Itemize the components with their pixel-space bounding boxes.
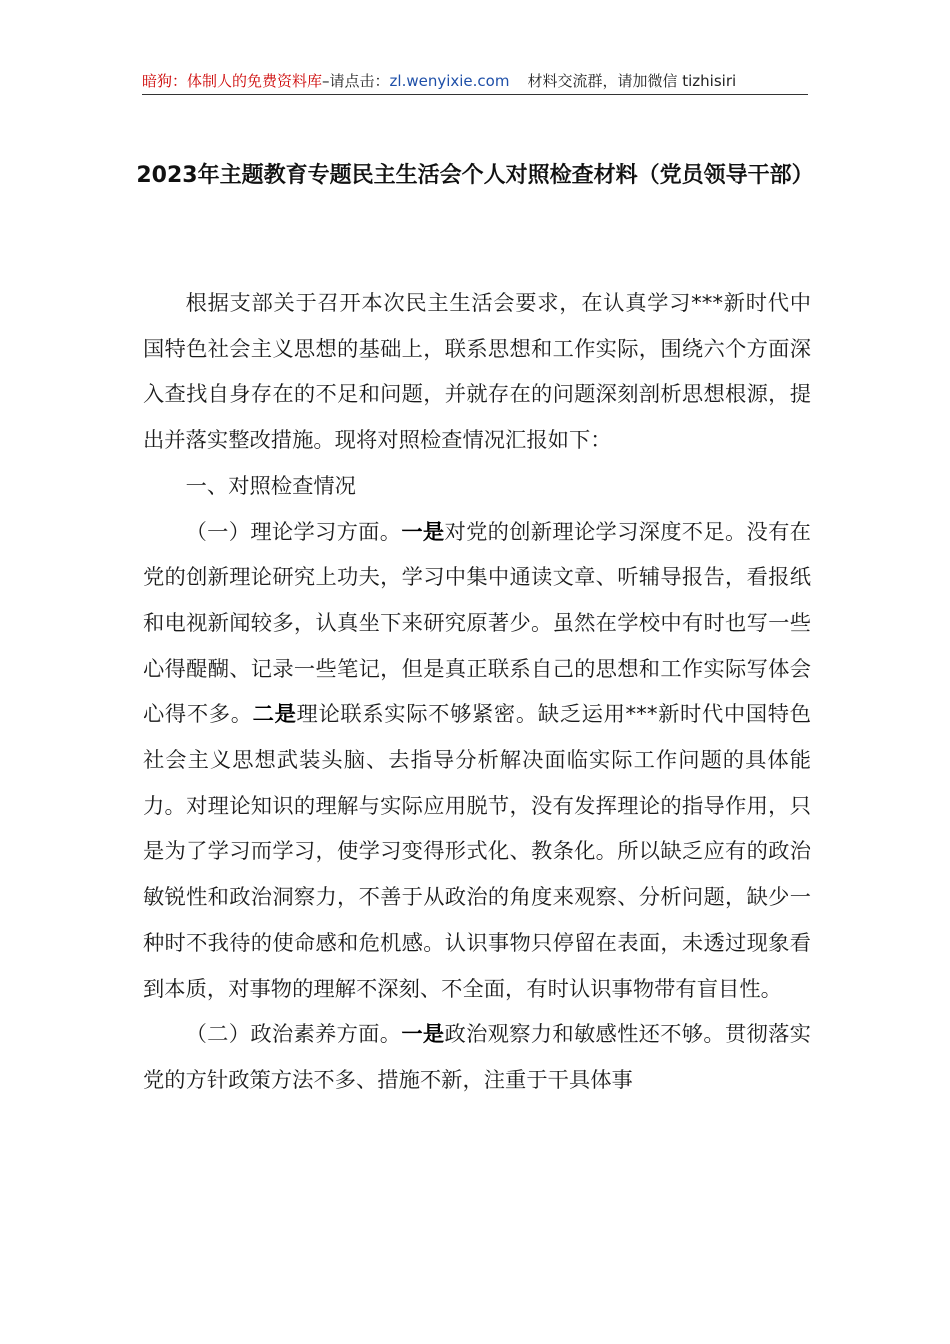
point-marker: 一是 xyxy=(401,519,445,545)
document-title: 2023年主题教育专题民主生活会个人对照检查材料（党员领导干部） xyxy=(136,163,814,188)
point-text: 对党的创新理论学习深度不足。没有在党的创新理论研究上功夫，学习中集中通读文章、听辅导报告，看报纸和电视新闻较多，认真坐下来研究原著少。虽然在学校中有时也写一些心得醍醐、记录一些笔记，但是真正联系自己的思想和工作实际写体会心得不多。 xyxy=(143,519,811,728)
page-header xyxy=(142,70,808,95)
subsection-label: （一）理论学习方面。 xyxy=(185,519,402,545)
intro-paragraph: 根据支部关于召开本次民主生活会要求，在认真学习***新时代中国特色社会主义思想的基础上，联系思想和工作实际，围绕六个方面深入查找自身存在的不足和问题，并就存在的问题深刻剖析思想根源，提出并落实整改措施。现将对照检查情况汇报如下： xyxy=(143,291,811,454)
document-body xyxy=(143,281,811,1104)
subsection-label: （二）政治素养方面。 xyxy=(185,1022,402,1048)
paragraph-theory-study xyxy=(143,510,811,1013)
point-text: 理论联系实际不够紧密。缺乏运用***新时代中国特色社会主义思想武装头脑、去指导分析解决面临实际工作问题的具体能力。对理论知识的理解与实际应用脱节，没有发挥理论的指导作用，只是为了学习而学习，使学习变得形式化、教条化。所以缺乏应有的政治敏锐性和政治洞察力，不善于从政治的角度来观察、分析问题，缺少一种时不我待的使命感和危机感。认识事物只停留在表面，未透过现象看到本质，对事物的理解不深刻、不全面，有时认识事物带有盲目性。 xyxy=(143,702,811,1002)
paragraph-political-quality xyxy=(143,1012,811,1103)
point-text: 政治观察力和敏感性还不够。贯彻落实党的方针政策方法不多、措施不新，注重于干具体事 xyxy=(143,1022,811,1093)
section-heading: 一、对照检查情况 xyxy=(185,473,356,499)
header-click-prompt: –请点击： xyxy=(322,72,390,90)
point-marker: 二是 xyxy=(252,702,297,728)
point-marker: 一是 xyxy=(401,1022,445,1048)
header-link[interactable]: zl.wenyixie.com xyxy=(389,72,510,90)
header-brand: 暗狗：体制人的免费资料库 xyxy=(142,72,323,90)
header-contact: 材料交流群，请加微信 tizhisiri xyxy=(527,72,737,90)
